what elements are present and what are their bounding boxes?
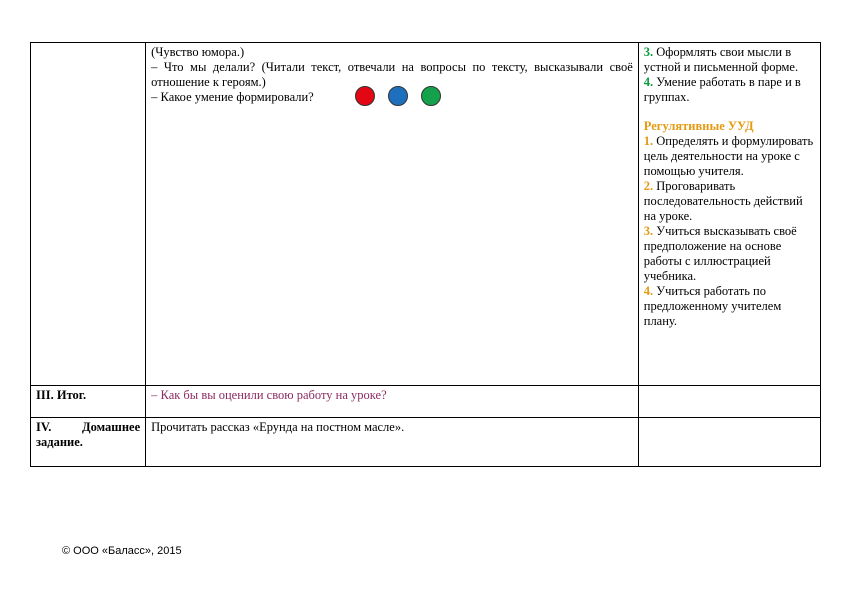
item-text: Умение работать в паре и в группах. — [643, 75, 801, 104]
reg-item-4 — [644, 284, 815, 329]
table-row — [31, 386, 821, 418]
humor-line: (Чувство юмора.) — [151, 45, 245, 59]
comm-item-4 — [644, 75, 815, 105]
empty-cell — [638, 386, 820, 418]
red-dot — [355, 86, 375, 106]
item-number: 1. — [643, 134, 654, 148]
copyright-footer: © ООО «Баласс», 2015 — [62, 545, 182, 557]
item-number: 2. — [643, 179, 654, 193]
homework-label-line — [36, 420, 140, 435]
item-text: Определять и формулировать цель деятельности на уроке с помощью учителя. — [643, 134, 814, 178]
reg-item-2 — [644, 179, 815, 224]
item-number: 3. — [643, 224, 654, 238]
stage-cell-empty — [31, 43, 146, 386]
regulatory-uud-title: Регулятивные УУД — [643, 119, 754, 133]
uud-cell — [638, 43, 820, 386]
task-word: задание. — [36, 435, 83, 449]
table-row — [31, 418, 821, 467]
summary-question: – Как бы вы оценили свою работу на уроке? — [146, 386, 639, 418]
what-did-we-do-line: – Что мы делали? (Читали текст, отвечали на вопросы по тексту, высказывали своё отношение к героям.) — [151, 60, 633, 89]
item-number: 3. — [643, 45, 654, 59]
stage-label-homework — [31, 418, 146, 467]
stage-label-summary: III. Итог. — [31, 386, 146, 418]
homework-word: Домашнее — [81, 420, 141, 434]
item-number: 4. — [643, 284, 654, 298]
blue-dot — [388, 86, 408, 106]
table-row — [31, 43, 821, 386]
teacher-activity-cell — [146, 43, 639, 386]
item-text: Проговаривать последовательность действий на уроке. — [643, 179, 803, 223]
item-text: Учиться высказывать своё предположение на основе работы с иллюстрацией учебника. — [643, 224, 797, 283]
green-dot — [421, 86, 441, 106]
homework-task: Прочитать рассказ «Ерунда на постном масле». — [146, 418, 639, 467]
skill-question-line: – Какое умение формировали? — [151, 90, 314, 104]
item-number: 4. — [643, 75, 654, 89]
comm-item-3 — [644, 45, 815, 75]
empty-cell — [638, 418, 820, 467]
item-text: Учиться работать по предложенному учителем плану. — [643, 284, 782, 328]
reg-item-3 — [644, 224, 815, 284]
reg-item-1 — [644, 134, 815, 179]
item-text: Оформлять свои мысли в устной и письменной форме. — [643, 45, 799, 74]
lesson-table — [30, 42, 821, 467]
stage-number: IV. — [36, 420, 52, 434]
